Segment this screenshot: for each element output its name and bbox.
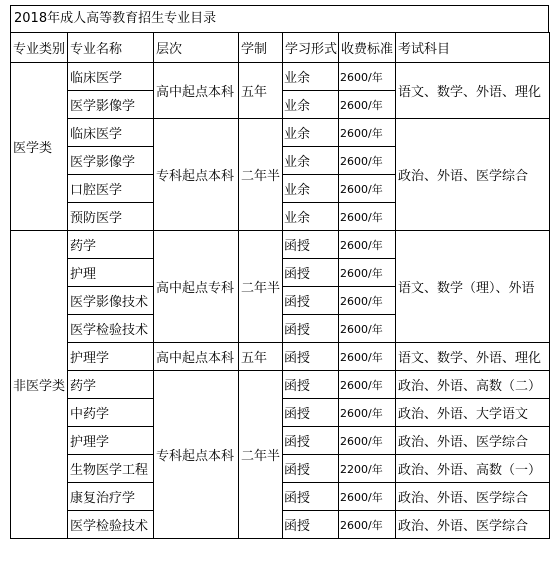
table-row [11,63,550,91]
header-category: 专业类别 [11,33,68,63]
study-form-cell: 业余 [283,175,339,203]
level-cell: 高中起点本科 [154,343,239,371]
major-cell: 医学检验技术 [68,315,154,343]
major-cell: 医学影像技术 [68,287,154,315]
major-cell: 医学检验技术 [68,511,154,539]
major-cell: 护理学 [68,427,154,455]
major-cell: 生物医学工程 [68,455,154,483]
fee-cell: 2600/年 [339,511,396,539]
study-form-cell: 函授 [283,455,339,483]
catalog-table [10,32,550,539]
study-form-cell: 函授 [283,483,339,511]
study-form-cell: 函授 [283,399,339,427]
study-form-cell: 业余 [283,119,339,147]
subjects-cell: 政治、外语、高数（二） [396,371,550,399]
fee-cell: 2600/年 [339,119,396,147]
study-form-cell: 函授 [283,511,339,539]
study-form-cell: 函授 [283,259,339,287]
table-row [11,231,550,259]
level-cell: 专科起点本科 [154,371,239,539]
fee-cell: 2200/年 [339,455,396,483]
fee-cell: 2600/年 [339,231,396,259]
fee-cell: 2600/年 [339,427,396,455]
major-cell: 医学影像学 [68,91,154,119]
subjects-cell: 政治、外语、高数（一） [396,455,550,483]
fee-cell: 2600/年 [339,259,396,287]
header-fee: 收费标准 [339,33,396,63]
duration-cell: 二年半 [239,371,283,539]
subjects-cell: 语文、数学（理）、外语 [396,231,550,343]
major-cell: 口腔医学 [68,175,154,203]
major-cell: 医学影像学 [68,147,154,175]
study-form-cell: 函授 [283,371,339,399]
study-form-cell: 函授 [283,231,339,259]
subjects-cell: 政治、外语、医学综合 [396,511,550,539]
subjects-cell: 语文、数学、外语、理化 [396,343,550,371]
subjects-cell: 政治、外语、医学综合 [396,483,550,511]
header-level: 层次 [154,33,239,63]
category-cell: 医学类 [11,63,68,231]
study-form-cell: 业余 [283,147,339,175]
study-form-cell: 函授 [283,427,339,455]
header-study-form: 学习形式 [283,33,339,63]
level-cell: 专科起点本科 [154,119,239,231]
fee-cell: 2600/年 [339,91,396,119]
fee-cell: 2600/年 [339,175,396,203]
duration-cell: 五年 [239,343,283,371]
study-form-cell: 函授 [283,287,339,315]
duration-cell: 五年 [239,63,283,119]
fee-cell: 2600/年 [339,287,396,315]
fee-cell: 2600/年 [339,399,396,427]
document-title: 2018年成人高等教育招生专业目录 [10,5,549,32]
major-cell: 药学 [68,371,154,399]
major-cell: 临床医学 [68,63,154,91]
study-form-cell: 业余 [283,203,339,231]
table-row [11,371,550,399]
category-cell: 非医学类 [11,231,68,539]
header-duration: 学制 [239,33,283,63]
major-cell: 药学 [68,231,154,259]
major-cell: 预防医学 [68,203,154,231]
fee-cell: 2600/年 [339,147,396,175]
table-row [11,119,550,147]
major-cell: 中药学 [68,399,154,427]
level-cell: 高中起点专科 [154,231,239,343]
catalog-document [10,5,549,539]
header-row [11,33,550,63]
fee-cell: 2600/年 [339,483,396,511]
study-form-cell: 业余 [283,63,339,91]
fee-cell: 2600/年 [339,203,396,231]
study-form-cell: 函授 [283,343,339,371]
study-form-cell: 函授 [283,315,339,343]
major-cell: 临床医学 [68,119,154,147]
subjects-cell: 政治、外语、大学语文 [396,399,550,427]
duration-cell: 二年半 [239,231,283,343]
header-major: 专业名称 [68,33,154,63]
fee-cell: 2600/年 [339,371,396,399]
fee-cell: 2600/年 [339,343,396,371]
major-cell: 护理学 [68,343,154,371]
subjects-cell: 政治、外语、医学综合 [396,427,550,455]
subjects-cell: 政治、外语、医学综合 [396,119,550,231]
level-cell: 高中起点本科 [154,63,239,119]
duration-cell: 二年半 [239,119,283,231]
major-cell: 康复治疗学 [68,483,154,511]
study-form-cell: 业余 [283,91,339,119]
fee-cell: 2600/年 [339,315,396,343]
major-cell: 护理 [68,259,154,287]
fee-cell: 2600/年 [339,63,396,91]
table-row [11,343,550,371]
subjects-cell: 语文、数学、外语、理化 [396,63,550,119]
header-subjects: 考试科目 [396,33,550,63]
